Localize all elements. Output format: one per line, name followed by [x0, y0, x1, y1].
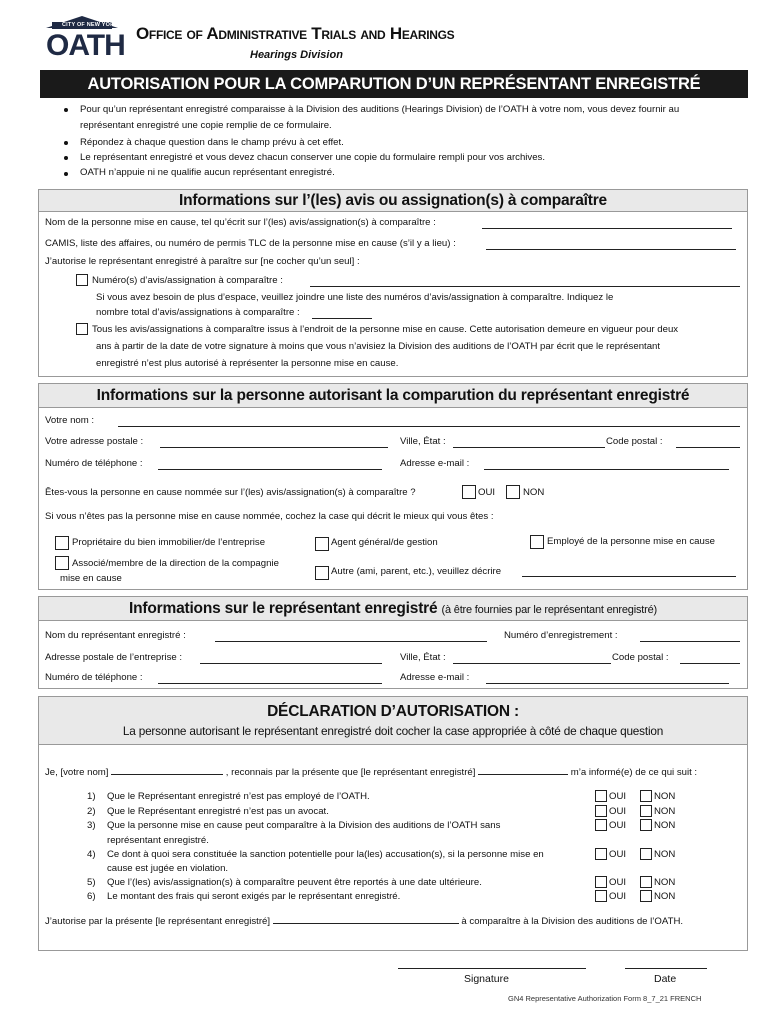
form-title-bar	[40, 70, 748, 98]
statement-text: Que le Représentant enregistré n’est pas employé de l’OATH.	[107, 791, 370, 802]
statement-1-yes-checkbox[interactable]	[595, 790, 607, 802]
statement-number: 1)	[87, 791, 96, 802]
section-title: DÉCLARATION D’AUTORISATION :	[267, 703, 519, 720]
statement-6-no-checkbox[interactable]	[640, 890, 652, 902]
notice-numbers-label: Numéro(s) d’avis/assignation à comparaître :	[92, 275, 283, 286]
owner-label: Propriétaire du bien immobilier/de l’entreprise	[72, 537, 266, 548]
statement-text: Que la personne mise en cause peut comparaître à la Division des auditions de l’OATH sans	[107, 820, 501, 831]
closing-start: J’autorise par la présente [le représentant enregistré]	[45, 916, 271, 927]
rep-city-state-label: Ville, État :	[400, 652, 446, 663]
employee-checkbox[interactable]	[530, 535, 544, 549]
office-title: Office of Administrative Trials and Hearings	[136, 24, 455, 43]
statement-text: Le montant des frais qui seront exigés par le représentant enregistré.	[107, 891, 401, 902]
statement-text: Que le Représentant enregistré n’est pas un avocat.	[107, 806, 329, 817]
rep-name-field[interactable]	[215, 631, 487, 642]
bullet-icon	[64, 108, 68, 112]
all-notices-text: ans à partir de la date de votre signature à moins que vous n’avisiez la Division des auditions de l’OATH par écrit que le représentant	[96, 341, 661, 352]
rep-email-label: Adresse e-mail :	[400, 672, 470, 683]
named-respondent-question: Êtes-vous la personne en cause nommée sur l’(les) avis/assignation(s) à comparaître ?	[45, 487, 416, 498]
statement-text: Ce dont à quoi sera constituée la sanction potentielle pour la(les) accusation(s), si la personne mise en	[107, 849, 544, 860]
rep-name-closing-field[interactable]	[273, 913, 459, 924]
section-title-note: (à être fournies par le représentant enregistré)	[441, 604, 657, 616]
form-footer: GN4 Representative Authorization Form 8_7_21 FRENCH	[508, 994, 702, 1003]
statement-number: 6)	[87, 891, 96, 902]
yes-label: OUI	[609, 806, 627, 817]
intro-start: Je, [votre nom]	[45, 767, 109, 778]
phone-field[interactable]	[158, 459, 382, 470]
statement-text: représentant enregistré.	[107, 835, 209, 846]
camis-field[interactable]	[486, 239, 736, 250]
employee-label: Employé de la personne mise en cause	[547, 536, 715, 547]
authorize-label: J’autorise le représentant enregistré à paraître sur [ne cocher qu’un seul] :	[45, 256, 360, 267]
no-label: NON	[654, 891, 676, 902]
statement-5-yes-checkbox[interactable]	[595, 876, 607, 888]
no-label: NON	[654, 849, 676, 860]
logo-text: OATH	[46, 29, 125, 62]
statement-2-yes-checkbox[interactable]	[595, 805, 607, 817]
signature-label: Signature	[464, 973, 509, 985]
phone-label: Numéro de téléphone :	[45, 458, 143, 469]
division-title: Hearings Division	[250, 49, 343, 61]
zip-label: Code postal :	[606, 436, 663, 447]
closing-end: à comparaître à la Division des auditions de l’OATH.	[461, 916, 684, 927]
other-description-field[interactable]	[522, 566, 736, 577]
city-state-field[interactable]	[453, 437, 605, 448]
registration-number-label: Numéro d’enregistrement :	[504, 630, 618, 641]
notice-numbers-checkbox[interactable]	[76, 274, 88, 286]
associate-label-cont: mise en cause	[60, 573, 122, 584]
other-checkbox[interactable]	[315, 566, 329, 580]
instruction-item: Répondez à chaque question dans le champ prévu à cet effet.	[80, 137, 344, 148]
instruction-item: Pour qu’un représentant enregistré comparaisse à la Division des auditions (Hearings Division) de l’OATH à votre nom, vous devez fournir au	[80, 104, 680, 115]
section-title-bar	[39, 597, 747, 621]
statement-6-yes-checkbox[interactable]	[595, 890, 607, 902]
rep-name-label: Nom du représentant enregistré :	[45, 630, 186, 641]
all-notices-checkbox[interactable]	[76, 323, 88, 335]
logo-banner-text: CITY OF NEW YORK	[62, 22, 119, 28]
general-agent-checkbox[interactable]	[315, 537, 329, 551]
statement-number: 2)	[87, 806, 96, 817]
associate-label: Associé/membre de la direction de la compagnie	[72, 558, 279, 569]
your-name-declaration-field[interactable]	[111, 764, 223, 775]
section-title: Informations sur le représentant enregistré	[129, 600, 438, 617]
yes-label: OUI	[609, 791, 627, 802]
total-notices-label: nombre total d’avis/assignations à comparaître :	[96, 307, 300, 318]
instruction-item: OATH n’appuie ni ne qualifie aucun représentant enregistré.	[80, 167, 335, 178]
instruction-item: représentant enregistré une copie remplie de ce formulaire.	[80, 120, 332, 131]
respondent-name-label: Nom de la personne mise en cause, tel qu’écrit sur l’(les) avis/assignation(s) à comparaître :	[45, 217, 436, 228]
statement-number: 3)	[87, 820, 96, 831]
yes-label: OUI	[609, 877, 627, 888]
rep-zip-field[interactable]	[680, 653, 740, 664]
not-named-instruction: Si vous n’êtes pas la personne mise en cause nommée, cochez la case qui décrit le mieux qui vous êtes :	[45, 511, 494, 522]
bullet-icon	[64, 172, 68, 176]
email-field[interactable]	[484, 459, 729, 470]
statement-2-no-checkbox[interactable]	[640, 805, 652, 817]
declaration-header	[39, 697, 747, 745]
email-label: Adresse e-mail :	[400, 458, 470, 469]
statement-text: cause est jugée en violation.	[107, 863, 229, 874]
notice-numbers-field[interactable]	[310, 276, 740, 287]
yes-label: OUI	[609, 849, 627, 860]
statement-text: Que l’(les) avis/assignation(s) à comparaître peuvent être reportés à une date ultérieure.	[107, 877, 482, 888]
declaration-intro	[45, 764, 697, 778]
section-subtitle: La personne autorisant le représentant enregistré doit cocher la case appropriée à côté de chaque question	[122, 724, 664, 738]
rep-phone-field[interactable]	[158, 673, 382, 684]
statement-4-yes-checkbox[interactable]	[595, 848, 607, 860]
rep-name-declaration-field[interactable]	[478, 764, 568, 775]
signature-field[interactable]	[398, 958, 586, 969]
date-field[interactable]	[625, 958, 707, 969]
camis-label: CAMIS, liste des affaires, ou numéro de permis TLC de la personne mise en cause (s’il y a lieu) :	[45, 238, 456, 249]
rep-email-field[interactable]	[486, 673, 729, 684]
business-address-label: Adresse postale de l’entreprise :	[45, 652, 183, 663]
no-label: NON	[654, 820, 676, 831]
yes-label: OUI	[609, 891, 627, 902]
instruction-item: Le représentant enregistré et vous devez chacun conserver une copie du formulaire rempli pour vos archives.	[80, 152, 546, 163]
your-name-field[interactable]	[118, 416, 740, 427]
respondent-name-field[interactable]	[482, 218, 732, 229]
yes-label: OUI	[609, 820, 627, 831]
named-no-label: NON	[523, 487, 545, 498]
your-name-label: Votre nom :	[45, 415, 95, 426]
other-label: Autre (ami, parent, etc.), veuillez décrire	[331, 566, 502, 577]
oath-logo	[42, 14, 125, 64]
section-title: Informations sur l’(les) avis ou assignation(s) à comparaître	[39, 190, 747, 212]
form-title: AUTORISATION POUR LA COMPARUTION D’UN REPRÉSENTANT ENREGISTRÉ	[87, 75, 701, 93]
registration-number-field[interactable]	[640, 631, 740, 642]
named-no-checkbox[interactable]	[506, 485, 520, 499]
declaration-closing	[45, 913, 683, 927]
city-state-label: Ville, État :	[400, 436, 446, 447]
business-address-field[interactable]	[200, 653, 382, 664]
rep-zip-label: Code postal :	[612, 652, 669, 663]
owner-checkbox[interactable]	[55, 536, 69, 550]
statement-number: 5)	[87, 877, 96, 888]
bullet-icon	[64, 141, 68, 145]
named-yes-checkbox[interactable]	[462, 485, 476, 499]
general-agent-label: Agent général/de gestion	[331, 537, 438, 548]
statement-3-no-checkbox[interactable]	[640, 819, 652, 831]
statement-5-no-checkbox[interactable]	[640, 876, 652, 888]
statement-1-no-checkbox[interactable]	[640, 790, 652, 802]
all-notices-label: Tous les avis/assignations à comparaître issus à l’endroit de la personne mise en cause. Cette autorisation demeure en vigueur pour deux	[92, 324, 679, 335]
no-label: NON	[654, 806, 676, 817]
statement-number: 4)	[87, 849, 96, 860]
address-field[interactable]	[160, 437, 388, 448]
statement-3-yes-checkbox[interactable]	[595, 819, 607, 831]
address-label: Votre adresse postale :	[45, 436, 144, 447]
intro-end: m’a informé(e) de ce qui suit :	[570, 767, 698, 778]
bullet-icon	[64, 156, 68, 160]
named-yes-label: OUI	[478, 487, 496, 498]
associate-checkbox[interactable]	[55, 556, 69, 570]
all-notices-text: enregistré n’est plus autorisé à représenter la personne mise en cause.	[96, 358, 399, 369]
date-label: Date	[654, 973, 677, 985]
zip-field[interactable]	[676, 437, 740, 448]
intro-middle: , reconnais par la présente que [le représentant enregistré]	[225, 767, 476, 778]
notice-numbers-note: Si vous avez besoin de plus d’espace, veuillez joindre une liste des numéros d’avis/assignation à comparaître. Indiquez le	[96, 292, 614, 303]
no-label: NON	[654, 791, 676, 802]
section-title: Informations sur la personne autorisant la comparution du représentant enregistré	[39, 384, 747, 408]
no-label: NON	[654, 877, 676, 888]
statement-4-no-checkbox[interactable]	[640, 848, 652, 860]
total-notices-field[interactable]	[312, 308, 372, 319]
rep-phone-label: Numéro de téléphone :	[45, 672, 143, 683]
rep-city-state-field[interactable]	[453, 653, 611, 664]
